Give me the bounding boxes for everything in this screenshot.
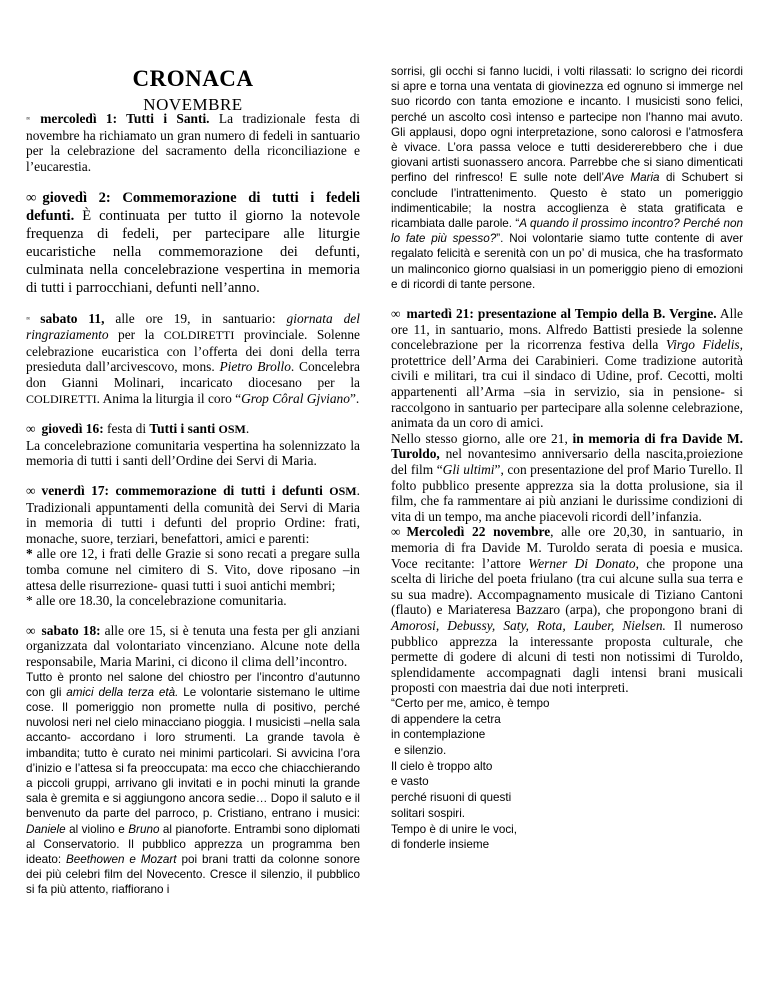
infinity-bullet-icon: ∞ xyxy=(26,482,36,498)
poem-line: in contemplazione xyxy=(391,728,486,742)
entry-text: La concelebrazione comunitaria vespertina ha solennizzato la memoria di tutti i santi dell’Ordine dei Servi di Maria. xyxy=(26,437,360,469)
entry-nov-2: ∞ giovedì 2: Commemorazione di tutti i fedeli defunti. È continuata per tutto il giorno la notevole frequenza di fedeli, per partecipare alle liturgie eucaristiche nella commemorazione dei defunti, culminata nella concelebrazione vespertina in memoria di tutti i parrocchiani, defunti nell’anno. xyxy=(26,189,360,296)
poem-line: e vasto xyxy=(391,775,429,789)
poem-line: solitari sospiri. xyxy=(391,806,466,820)
poem-line: perché risuoni di questi xyxy=(391,791,512,805)
page-subtitle: NOVEMBRE xyxy=(143,95,243,114)
infinity-bullet-icon: ∞ xyxy=(391,306,401,322)
entry-nov-11: ∞ sabato 11, alle ore 19, in santuario: giornata del ringraziamento per la COLDIRETTI provinciale. Solenne celebrazione eucaristica con l’offerta dei doni della terra presieduta dall’arcivescovo, mons. Pietro Brollo. Concelebra don Gianni Molinari, incaricato diocesano per la COLDIRETTI. Anima la liturgia il coro “Grop Côral Gjviano”. xyxy=(26,310,360,406)
infinity-bullet-icon: ∞ xyxy=(26,315,31,322)
poem xyxy=(391,696,743,853)
poem-line: Il cielo è troppo alto xyxy=(391,759,493,773)
infinity-bullet-icon: ∞ xyxy=(26,421,36,437)
left-column xyxy=(26,58,360,898)
entry-nov-17: ∞ venerdì 17: commemorazione di tutti i defunti OSM. Tradizionali appuntamenti della comunità dei Servi di Maria in memoria di tutti i defunti del proprio Ordine: frati, monache, suore, terziari, benefattori, amici e parenti: * alle ore 12, i frati delle Grazie si sono recati a pregare sulla tomba comune nel cimitero di S. Vito, dove riposano –in attesa delle risurrezione- quasi tutti i suoi antichi membri; * alle ore 18.30, la concelebrazione comunitaria. xyxy=(26,482,360,609)
poem-line: di fonderle insieme xyxy=(391,838,490,852)
entry-lead: sabato 11, xyxy=(40,310,105,326)
poem-line: e silenzio. xyxy=(391,744,447,757)
entry-nov-16: ∞ giovedì 16: festa di Tutti i santi OSM. La concelebrazione comunitaria vespertina ha solennizzato la memoria di tutti i santi dell’Ordine dei Servi di Maria. xyxy=(26,421,360,469)
infinity-bullet-icon: ∞ xyxy=(26,189,37,206)
infinity-bullet-icon: ∞ xyxy=(26,116,31,123)
entry-nov-18: ∞ sabato 18: alle ore 15, si è tenuta una festa per gli anziani organizzata dal volontariato vincenziano. Alcune note della responsabile, Maria Marini, ci dicono il clima dell’incontro. xyxy=(26,622,361,669)
poem-line: di appendere la cetra xyxy=(391,712,501,726)
volunteer-report: Tutto è pronto nel salone del chiostro per l’incontro d’autunno con gli amici della terza età. Le volontarie sistemano le ultime cose. Il pomeriggio non promette nulla di positivo, perché nuvolosi neri nel cielo minacciano pioggia. I musicisti –nella sala accanto- accordano i loro strumenti. La grande tavola è imbandita; tutto è curato nei minimi particolari. Si avvicina l’ora d’inizio e l’attesa si fa preoccupata: ma ecco che chiacchierando a piccoli gruppi, arrivano gli invitati e in pochi minuti la grande sala è gremita e si aggiungono ancora sedie… Dopo il saluto e il benvenuto da parte del parroco, p. Cristiano, entrano i musici: Daniele al violino e Bruno al pianoforte. Entrambi sono diplomati al Conservatorio. Il pubblico apprezza un programma ben ideato: Beethowen e Mozart poi brani tratti da colonne sonore dei più celebri film del Novecento. Cresce il silenzio, il pubblico si fa più attento, riaffiorano i xyxy=(26,670,361,897)
entry-lead: Mercoledì 22 novembre xyxy=(406,524,551,540)
entry-lead: giovedì 16: xyxy=(41,421,104,437)
page-title: CRONACA xyxy=(132,66,254,91)
infinity-bullet-icon: ∞ xyxy=(391,524,401,540)
entry-nov-21: ∞ martedì 21: presentazione al Tempio della B. Vergine. Alle ore 11, in santuario, mons. Alfredo Battisti presiede la solenne concelebrazione per la ricorrenza festiva della Virgo Fidelis, protettrice dell’Arma dei Carabinieri. Come tradizione autorità civili e militari, tra cui il sindaco di Udine, prof. Cecotti, molti appartenenti all’Arma –sia in servizio, sia in pensione- si raccolgono in santuario per partecipare alla solenne celebrazione, animata da un coro di amici. Nello stesso giorno, alle ore 21, in memoria di fra Davide M. Turoldo, nel novantesimo anniversario della nascita,proiezione del film “Gli ultimi”, con presentazione del prof Mario Turello. Il folto pubblico presente apprezza sia la dotta prolusione, sia il film, che fa rammentare ai più anziani le durissime condizioni di vita di un tempo, ma anche piacevoli ricordi dell’infanzia. xyxy=(391,306,743,524)
entry-lead: sabato 18: xyxy=(41,622,101,638)
poem-line: “Certo per me, amico, è tempo xyxy=(391,696,550,710)
entry-lead: giovedì 2: Commemorazione di tutti i fedeli defunti. xyxy=(26,189,360,224)
infinity-bullet-icon: ∞ xyxy=(26,622,36,638)
right-column xyxy=(391,64,743,853)
entry-nov-22: ∞ Mercoledì 22 novembre, alle ore 20,30, in santuario, in memoria di fra Davide M. Turoldo serata di poesia e musica. Voce recitante: l’attore Werner Di Donato, che propone una scelta di liriche del poeta friulano (tra cui alcune sulla sua terra e su sua madre). Accompagnamento musicale di Tiziano Cantoni (flauto) e Mariateresa Bazzaro (arpa), che propongono brani di Amorosi, Debussy, Saty, Rota, Lauber, Nielsen. Il numeroso pubblico apprezza la interessante proposta culturale, che permette di godere di alcuni di testi non notissimi di Turoldo, splendidamente accompagnati dagli intensi brani musicali proposti con maestria dai due noti interpreti. xyxy=(391,524,744,696)
entry-nov-1: ∞ mercoledì 1: Tutti i Santi. La tradizionale festa di novembre ha richiamato un gran numero di fedeli in santuario per la celebrazione del sacramento della riconciliazione e l’eucarestia. xyxy=(26,111,360,174)
poem-line: Tempo è di unire le voci, xyxy=(391,822,518,836)
entry-lead: martedì 21: presentazione al Tempio della B. Vergine. xyxy=(406,306,717,322)
volunteer-report-continued: sorrisi, gli occhi si fanno lucidi, i volti rilassati: lo scrigno dei ricordi si apre e torna una ventata di giovinezza ed ognuno si immerge nel suo ricordo con tanta emozione e incanto. I musicisti sono felici, perché un ascolto così intenso e partecipe non l’hanno mai avuto. Gli applausi, dopo ogni interpretazione, sono calorosi e l’atmosfera è vivace. L’ora passa veloce e tutti desidererebbero che i due giovani artisti suonassero ancora. Parrebbe che si siano dimenticati perfino del rinfresco! E sulle note dell’Ave Maria di Schubert si conclude l’intrattenimento. Questo è stato un pomeriggio indimenticabile; la nostra accoglienza è stata gratificata e ricambiata dalle parole. “A quando il prossimo incontro? Perché non lo fate più spesso?”. Noi volontarie siamo tutte contente di aver regalato felicità e serenità con un po’ di musica, che ha trasformato un malinconico giorno qualsiasi in un pomeriggio pieno di emozioni e di ricordi di tante persone. xyxy=(391,65,744,291)
entry-lead: venerdì 17: commemorazione di tutti i defunti xyxy=(41,482,330,498)
entry-lead: mercoledì 1: Tutti i Santi. xyxy=(40,111,210,126)
